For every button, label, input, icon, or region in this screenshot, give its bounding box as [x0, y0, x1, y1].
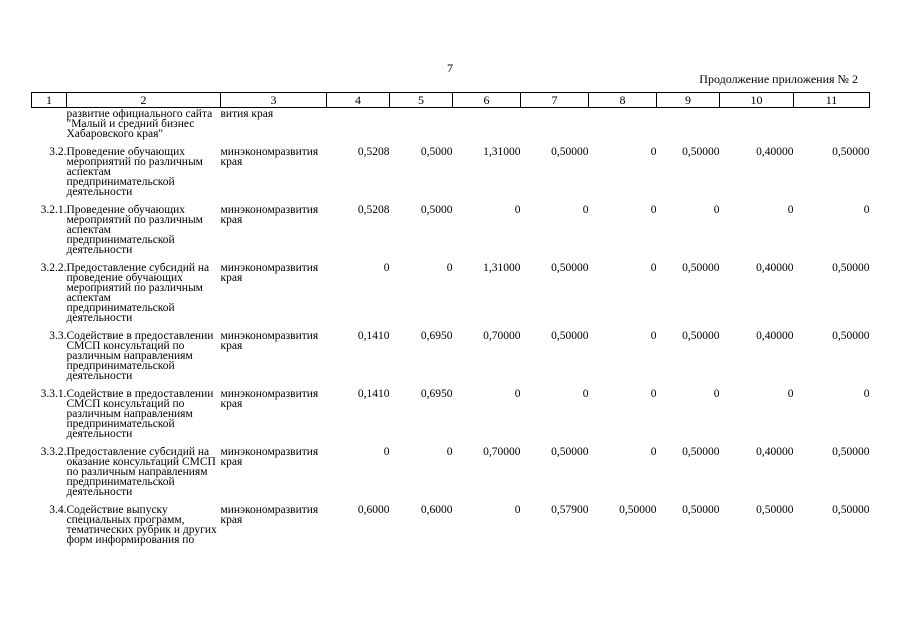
continuation-caption: Продолжение приложения № 2: [699, 72, 858, 86]
row-name: Предоставление субсидий на оказание консультаций СМСП по различным направлениям предпринимательской деятельности: [66, 446, 216, 498]
row-executor: минэкономразвития края: [220, 446, 319, 468]
table-row: [32, 255, 870, 323]
row-executor: минэкономразвития края: [220, 330, 319, 352]
cell-value: 0,5000: [420, 204, 453, 216]
row-name: Проведение обучающих мероприятий по различным аспектам предпринимательской деятельности: [66, 146, 203, 198]
cell-value: 0,50000: [551, 330, 589, 342]
cell-value: [589, 108, 657, 140]
row-index: 3.3.1.: [40, 388, 67, 400]
cell-value: 0: [863, 388, 870, 400]
table-row: [32, 108, 870, 140]
cell-value: [720, 108, 794, 140]
cell-value: [453, 108, 521, 140]
row-index: 3.3.: [49, 330, 67, 342]
cell-value: [794, 108, 870, 140]
cell-value: 0,5208: [357, 146, 390, 158]
cell-value: [521, 108, 589, 140]
column-header: 6: [453, 93, 521, 108]
cell-value: 0: [514, 204, 521, 216]
cell-value: 0,1410: [357, 388, 390, 400]
column-header: 11: [794, 93, 870, 108]
cell-value: 0,6950: [420, 330, 453, 342]
cell-value: 0,50000: [619, 504, 657, 516]
row-name: Содействие в предоставлении СМСП консультаций по различным направлениям предпринимательской деятельности: [66, 330, 214, 382]
cell-value: 0: [787, 388, 794, 400]
cell-value: 0,50000: [832, 446, 870, 458]
row-index: [32, 108, 67, 140]
cell-value: 0: [514, 388, 521, 400]
cell-value: 0,50000: [756, 504, 794, 516]
cell-value: 0,40000: [756, 330, 794, 342]
column-header: 8: [589, 93, 657, 108]
row-executor: минэкономразвития края: [220, 146, 319, 168]
cell-value: 0: [787, 204, 794, 216]
table-row: [32, 139, 870, 197]
cell-value: 0,50000: [832, 262, 870, 274]
column-header: 2: [67, 93, 221, 108]
cell-value: 0,50000: [682, 504, 720, 516]
cell-value: 0: [383, 262, 390, 274]
cell-value: 0,50000: [682, 262, 720, 274]
cell-value: 0: [713, 388, 720, 400]
row-index: 3.2.2.: [40, 262, 67, 274]
budget-table: [31, 92, 870, 545]
cell-value: 0,50000: [832, 330, 870, 342]
column-header-row: [32, 93, 870, 108]
cell-value: 0,6000: [357, 504, 390, 516]
column-header: 9: [657, 93, 720, 108]
row-index: 3.4.: [49, 504, 67, 516]
cell-value: 0: [650, 204, 657, 216]
cell-value: 0: [650, 330, 657, 342]
row-name: Предоставление субсидий на проведение обучающих мероприятий по различным аспектам предпринимательской деятельности: [66, 262, 210, 324]
row-executor: минэкономразвития края: [220, 262, 319, 284]
row-executor: минэкономразвития края: [220, 388, 319, 410]
table-row: [32, 497, 870, 545]
cell-value: 0,50000: [551, 262, 589, 274]
cell-value: [657, 108, 720, 140]
cell-value: 0: [713, 204, 720, 216]
cell-value: 0,6950: [420, 388, 453, 400]
table-row: [32, 197, 870, 255]
row-executor: минэкономразвития края: [220, 204, 319, 226]
cell-value: 0,50000: [682, 330, 720, 342]
cell-value: 0,1410: [357, 330, 390, 342]
cell-value: 0: [582, 388, 589, 400]
cell-value: 0,40000: [756, 446, 794, 458]
cell-value: 0,50000: [832, 504, 870, 516]
column-header: 3: [221, 93, 327, 108]
cell-value: [327, 108, 390, 140]
cell-value: 0: [582, 204, 589, 216]
cell-value: 0,5208: [357, 204, 390, 216]
cell-value: 0,70000: [483, 446, 521, 458]
cell-value: 0,50000: [682, 146, 720, 158]
table-row: [32, 381, 870, 439]
column-header: 4: [327, 93, 390, 108]
row-index: 3.2.: [49, 146, 67, 158]
row-index: 3.3.2.: [40, 446, 67, 458]
cell-value: 0,50000: [551, 146, 589, 158]
table-row: [32, 439, 870, 497]
cell-value: 0,6000: [420, 504, 453, 516]
cell-value: 0: [650, 262, 657, 274]
cell-value: 0,5000: [420, 146, 453, 158]
column-header: 10: [720, 93, 794, 108]
page-number: 7: [447, 61, 453, 75]
cell-value: 0,57900: [551, 504, 589, 516]
row-name: развитие официального сайта "Малый и средний бизнес Хабаровского края": [66, 108, 213, 140]
cell-value: 0,50000: [682, 446, 720, 458]
cell-value: 0,50000: [551, 446, 589, 458]
cell-value: 0: [863, 204, 870, 216]
row-executor: вития края: [220, 108, 274, 120]
row-name: Проведение обучающих мероприятий по различным аспектам предпринимательской деятельности: [66, 204, 203, 256]
cell-value: 0: [446, 446, 453, 458]
row-index: 3.2.1.: [40, 204, 67, 216]
row-name: Содействие в предоставлении СМСП консультаций по различным направлениям предпринимательской деятельности: [66, 388, 214, 440]
cell-value: 0: [650, 146, 657, 158]
cell-value: 1,31000: [483, 146, 521, 158]
column-header: 7: [521, 93, 589, 108]
cell-value: 0: [650, 388, 657, 400]
cell-value: 0,40000: [756, 262, 794, 274]
row-executor: минэкономразвития края: [220, 504, 319, 526]
cell-value: 0,40000: [756, 146, 794, 158]
table-row: [32, 323, 870, 381]
cell-value: 0: [383, 446, 390, 458]
cell-value: 0: [650, 446, 657, 458]
row-name: Содействие выпуску специальных программ, тематических рубрик и других форм информирования по: [66, 504, 217, 546]
cell-value: 0,70000: [483, 330, 521, 342]
cell-value: 0: [514, 504, 521, 516]
cell-value: 0: [446, 262, 453, 274]
column-header: 5: [390, 93, 453, 108]
cell-value: [390, 108, 453, 140]
cell-value: 0,50000: [832, 146, 870, 158]
column-header: 1: [32, 93, 67, 108]
cell-value: 1,31000: [483, 262, 521, 274]
